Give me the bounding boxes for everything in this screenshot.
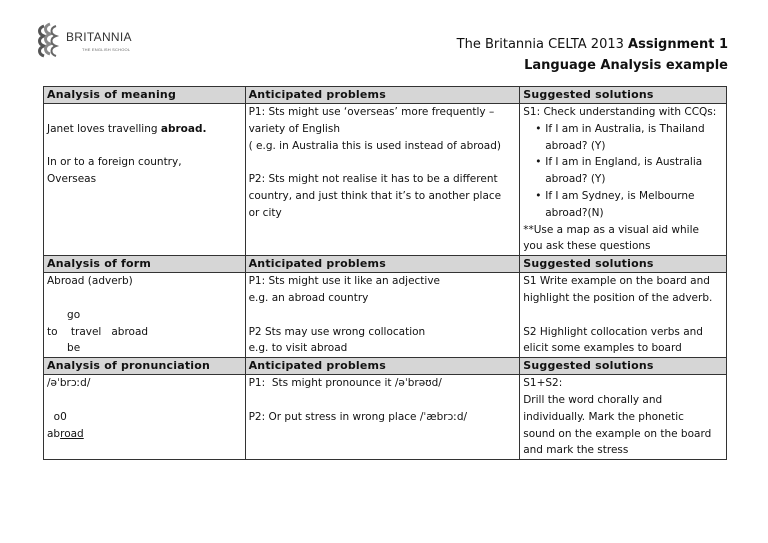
meaning-solutions-header: Suggested solutions [520,87,727,104]
solution-line: S1 Write example on the board and [523,275,710,288]
pattern-line [47,290,242,307]
solution-line: S2 Highlight collocation verbs and [523,325,703,338]
solution-line: elicit some examples to board [523,342,682,355]
problem-line [249,154,517,171]
logo-tagline: THE ENGLISH SCHOOL [82,47,131,52]
pronunciation-problems-cell [245,375,520,460]
pronunciation-analysis-cell [44,375,246,460]
solution-line: individually. Mark the phonetic [523,410,684,423]
solution-line: sound on the example on the board [523,427,712,440]
pronunciation-problems-header: Anticipated problems [245,358,520,375]
pattern-line: be [47,342,81,355]
ccq-item: • If I am Sydney, is Melbourne [523,188,723,205]
stressed-word [47,426,242,443]
problem-line [249,392,517,409]
problem-line [249,307,517,324]
language-analysis-table [43,86,727,460]
problem-line: ( e.g. in Australia this is used instead of abroad) [248,139,501,152]
solution-line [523,307,723,324]
ccq-item: • If I am in England, is Australia [523,154,723,171]
word-unstressed-part: ab [47,427,61,440]
ccq-answer: abroad?(N) [545,206,604,219]
phonemic-transcription: /əˈbrɔːd/ [47,377,91,390]
solution-note: **Use a map as a visual aid while [523,223,699,236]
form-header: Analysis of form [44,256,246,273]
problem-line: variety of English [248,122,340,135]
solution-note: you ask these questions [523,240,651,253]
problem-line: P1: Sts might use it like an adjective [248,275,441,288]
pattern-line: go [47,308,81,321]
word-class: Abroad (adverb) [47,275,133,288]
form-solutions-cell [520,273,727,358]
stress-pattern: o0 [47,410,67,423]
definition-line: Overseas [47,173,97,186]
header-assignment: Assignment 1 [628,37,728,52]
form-analysis-cell [44,273,246,358]
meaning-header: Analysis of meaning [44,87,246,104]
solution-line: and mark the stress [523,444,629,457]
ccq-item: • If I am in Australia, is Thailand [523,121,723,138]
solution-intro: S1: Check understanding with CCQs: [523,106,717,118]
solution-line: Drill the word chorally and [523,393,663,406]
header-line-1 [457,34,728,55]
form-solutions-header: Suggested solutions [520,256,727,273]
form-problems-cell [245,273,520,358]
problem-line: P2 Sts may use wrong collocation [248,325,426,338]
pattern-line: to travel abroad [47,325,149,338]
problem-line: P1: Sts might use ‘overseas’ more frequently – [248,106,495,118]
pronunciation-row [44,375,727,460]
form-row [44,273,727,358]
pronunciation-solutions-header: Suggested solutions [520,358,727,375]
definition-line: In or to a foreign country, [47,156,182,169]
ccq-answer: abroad? (Y) [545,173,606,186]
meaning-solutions-cell [520,104,727,256]
logo-name: BRITANNIA [66,30,132,44]
problem-line: P1: Sts might pronounce it /əˈbrəʊd/ [248,377,442,390]
meaning-problems-cell [245,104,520,256]
word-stressed-part: road [60,427,84,440]
pronunciation-header: Analysis of pronunciation [44,358,246,375]
header-line-2: Language Analysis example [524,58,728,73]
pronunciation-solutions-cell [520,375,727,460]
header-course: The Britannia CELTA 2013 [456,37,629,52]
solution-line: highlight the position of the adverb. [523,291,713,304]
example-text: Janet loves travelling [47,122,161,135]
meaning-problems-header: Anticipated problems [245,87,520,104]
problem-line: country, and just think that it’s to another place [248,189,502,202]
problem-line: e.g. to visit abroad [248,342,348,355]
meaning-header-row [44,87,727,104]
problem-line: P2: Sts might not realise it has to be a different [248,173,498,186]
solution-line: S1+S2: [523,377,563,390]
problem-line: e.g. an abroad country [248,291,369,304]
example-target-word: abroad. [160,122,207,135]
meaning-row [44,104,727,256]
problem-line: or city [248,206,282,219]
form-header-row [44,256,727,273]
document-header [457,34,728,76]
meaning-example [47,121,242,138]
ccq-answer: abroad? (Y) [545,139,606,152]
form-problems-header: Anticipated problems [245,256,520,273]
pronunciation-header-row [44,358,727,375]
meaning-analysis-cell [44,104,246,256]
problem-line: P2: Or put stress in wrong place /ˈæbrɔːd/ [248,410,468,423]
